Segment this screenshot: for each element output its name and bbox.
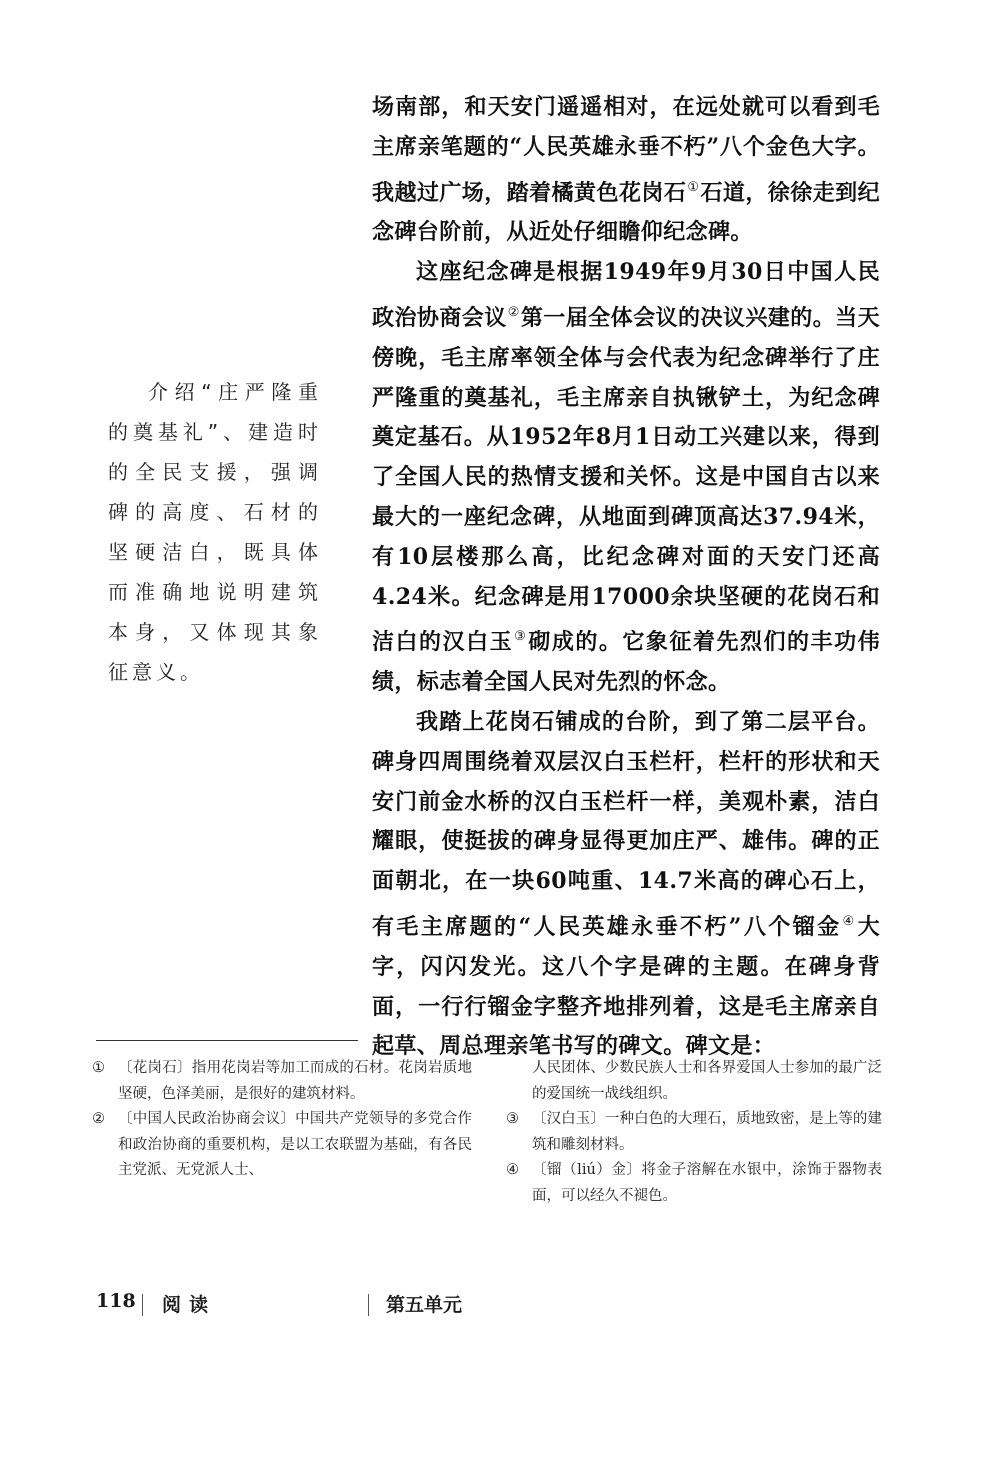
footnote-ref-1[interactable]: ① bbox=[687, 179, 700, 195]
paragraph-1-text-a: 场南部，和天安门遥遥相对，在远处就可以看到毛主席亲笔题的“人民英雄永垂不朽”八个金色大字。我越过广场，踏着橘黄色花岗石 bbox=[372, 94, 880, 206]
footnote-2 bbox=[92, 1107, 472, 1184]
book-section-title: 阅读 bbox=[162, 1294, 217, 1316]
footnote-3 bbox=[506, 1107, 882, 1158]
footer-separator-right bbox=[368, 1294, 369, 1316]
paragraph-1-text-b: 石道，徐徐走到纪念碑台阶前，从近处仔细瞻仰纪念碑。 bbox=[372, 179, 880, 246]
footnote-2-number: ② bbox=[92, 1111, 105, 1127]
footnote-1-text: 〔花岗石〕指用花岗岩等加工而成的石材。花岗岩质地坚硬，色泽美丽，是很好的建筑材料。 bbox=[118, 1060, 472, 1102]
footnote-1 bbox=[92, 1056, 472, 1107]
footnote-divider bbox=[96, 1040, 358, 1041]
footnote-ref-4[interactable]: ④ bbox=[842, 913, 857, 929]
side-annotation bbox=[108, 372, 322, 692]
unit-title: 第五单元 bbox=[386, 1294, 463, 1316]
paragraph-2 bbox=[372, 253, 880, 703]
page-footer bbox=[96, 1290, 496, 1320]
footnotes-left-column bbox=[92, 1056, 472, 1184]
page-number: 118 bbox=[96, 1290, 136, 1312]
footer-separator-left bbox=[142, 1294, 143, 1316]
paragraph-3 bbox=[372, 703, 880, 1067]
footnote-ref-2[interactable]: ② bbox=[507, 304, 520, 320]
footnotes-right-column bbox=[506, 1056, 882, 1209]
paragraph-2-text-c: 砌成的。它象征着先烈们的丰功伟绩，标志着全国人民对先烈的怀念。 bbox=[372, 629, 880, 696]
paragraph-2-text-b: 第一届全体会议的决议兴建的。当天傍晚，毛主席率领全体与会代表为纪念碑举行了庄严隆重的奠基礼，毛主席亲自执锹铲土，为纪念碑奠定基石。从1952年8月1日动工兴建以来，得到了全国人民的热情支援和关怀。这是中国自古以来最大的一座纪念碑，从地面到碑顶高达37.94米，有10层楼那么高，比纪念碑对面的天安门还高4.24米。纪念碑是用17000余块坚硬的花岗石和洁白的汉白玉 bbox=[372, 304, 880, 656]
footnote-3-number: ③ bbox=[506, 1111, 519, 1127]
footnote-4 bbox=[506, 1158, 882, 1209]
paragraph-3-text-b: 大字，闪闪发光。这八个字是碑的主题。在碑身背面，一行行镏金字整齐地排列着，这是毛主席亲自起草、周总理亲笔书写的碑文。碑文是： bbox=[372, 913, 881, 1060]
footnote-3-text: 〔汉白玉〕一种白色的大理石，质地致密，是上等的建筑和雕刻材料。 bbox=[532, 1111, 882, 1153]
footnote-1-number: ① bbox=[92, 1060, 105, 1076]
paragraph-3-text-a: 我踏上花岗石铺成的台阶，到了第二层平台。碑身四周围绕着双层汉白玉栏杆，栏杆的形状和天安门前金水桥的汉白玉栏杆一样，美观朴素，洁白耀眼，使挺拔的碑身显得更加庄严、雄伟。碑的正面朝北，在一块60吨重、14.7米高的碑心石上，有毛主席题的“人民英雄永垂不朽”八个镏金 bbox=[372, 708, 880, 940]
footnote-4-number: ④ bbox=[506, 1162, 519, 1178]
footnote-2-continuation: 人民团体、少数民族人士和各界爱国人士参加的最广泛的爱国统一战线组织。 bbox=[532, 1060, 882, 1102]
paragraph-1 bbox=[372, 88, 880, 253]
side-annotation-text: 介绍“庄严隆重的奠基礼”、建造时的全民支援，强调碑的高度、石材的坚硬洁白，既具体而准确地说明建筑本身，又体现其象征意义。 bbox=[108, 380, 322, 684]
main-text bbox=[372, 88, 880, 1067]
footnote-2-text: 〔中国人民政治协商会议〕中国共产党领导的多党合作和政治协商的重要机构，是以工农联盟为基础，有各民主党派、无党派人士、 bbox=[118, 1111, 472, 1178]
footnote-ref-3[interactable]: ③ bbox=[514, 629, 528, 645]
footnote-4-text: 〔镏（liú）金〕将金子溶解在水银中，涂饰于器物表面，可以经久不褪色。 bbox=[532, 1162, 882, 1204]
paragraph-2-text-a: 这座纪念碑是根据1949年9月30日中国人民政治协商会议 bbox=[372, 259, 880, 331]
